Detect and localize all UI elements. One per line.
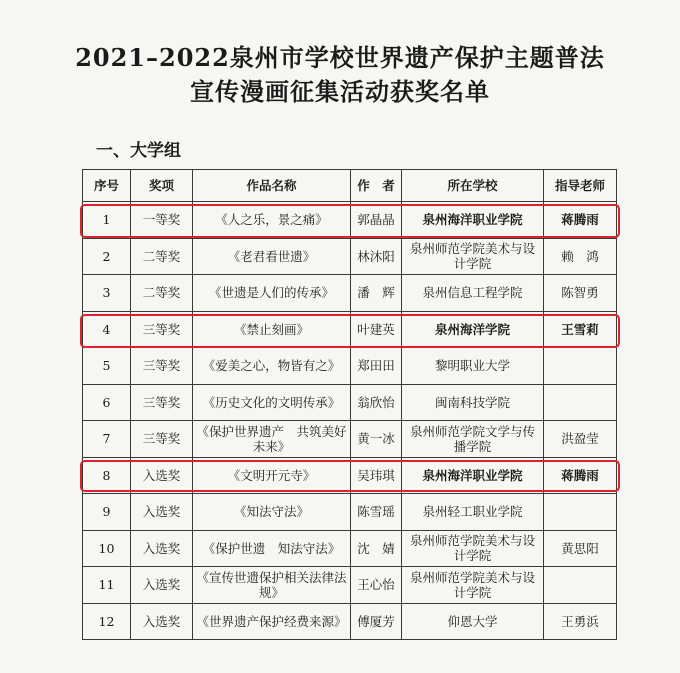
- table-header-row: [83, 170, 617, 202]
- cell-award: 入选奖: [131, 603, 193, 640]
- cell-teacher: 王勇浜: [544, 603, 617, 640]
- table-row: [83, 275, 617, 312]
- cell-author: 林沐阳: [351, 238, 402, 275]
- cell-teacher: [544, 384, 617, 421]
- cell-teacher: 黄思阳: [544, 530, 617, 567]
- table-row: [83, 567, 617, 604]
- cell-author: 陈雪瑶: [351, 494, 402, 531]
- cell-number: 3: [83, 275, 131, 312]
- cell-school: 泉州师范学院美术与设计学院: [402, 567, 544, 604]
- award-table: [82, 169, 617, 640]
- header-author: 作 者: [351, 170, 402, 202]
- cell-number: 5: [83, 348, 131, 385]
- cell-author: 叶建英: [351, 311, 402, 348]
- cell-school: 泉州海洋职业学院: [402, 202, 544, 239]
- cell-author: 沈 婧: [351, 530, 402, 567]
- cell-number: 2: [83, 238, 131, 275]
- cell-school: 泉州轻工职业学院: [402, 494, 544, 531]
- cell-school: 泉州师范学院美术与设计学院: [402, 238, 544, 275]
- cell-school: 泉州海洋职业学院: [402, 457, 544, 494]
- cell-number: 12: [83, 603, 131, 640]
- cell-teacher: [544, 348, 617, 385]
- table-row: [83, 238, 617, 275]
- cell-number: 8: [83, 457, 131, 494]
- cell-award: 入选奖: [131, 567, 193, 604]
- cell-author: 傅厦芳: [351, 603, 402, 640]
- cell-author: 王心怡: [351, 567, 402, 604]
- cell-teacher: [544, 494, 617, 531]
- cell-award: 二等奖: [131, 238, 193, 275]
- header-work-title: 作品名称: [193, 170, 351, 202]
- cell-school: 仰恩大学: [402, 603, 544, 640]
- highlight-box-row-8: [80, 460, 620, 492]
- table-row: [83, 384, 617, 421]
- cell-award: 入选奖: [131, 494, 193, 531]
- cell-award: 三等奖: [131, 348, 193, 385]
- table-row: [83, 494, 617, 531]
- cell-school: 泉州信息工程学院: [402, 275, 544, 312]
- header-award: 奖项: [131, 170, 193, 202]
- cell-award: 三等奖: [131, 384, 193, 421]
- table-row: [83, 530, 617, 567]
- cell-work-title: 《知法守法》: [193, 494, 351, 531]
- cell-work-title: 《老君看世遗》: [193, 238, 351, 275]
- cell-school: 泉州海洋学院: [402, 311, 544, 348]
- highlight-box-row-1: [80, 204, 620, 238]
- cell-school: 泉州师范学院美术与设计学院: [402, 530, 544, 567]
- cell-number: 10: [83, 530, 131, 567]
- cell-award: 入选奖: [131, 530, 193, 567]
- cell-author: 翁欣怡: [351, 384, 402, 421]
- cell-award: 二等奖: [131, 275, 193, 312]
- cell-work-title: 《人之乐，景之痛》: [193, 202, 351, 239]
- highlight-box-row-4: [80, 314, 620, 348]
- cell-teacher: 赖 鸿: [544, 238, 617, 275]
- cell-work-title: 《文明开元寺》: [193, 457, 351, 494]
- header-teacher: 指导老师: [544, 170, 617, 202]
- header-number: 序号: [83, 170, 131, 202]
- cell-award: 一等奖: [131, 202, 193, 239]
- cell-author: 黄一冰: [351, 421, 402, 458]
- table-row: [83, 348, 617, 385]
- cell-author: 吴玮琪: [351, 457, 402, 494]
- cell-work-title: 《爱美之心，物皆有之》: [193, 348, 351, 385]
- table-row: [83, 603, 617, 640]
- cell-number: 1: [83, 202, 131, 239]
- cell-teacher: 陈智勇: [544, 275, 617, 312]
- cell-award: 三等奖: [131, 421, 193, 458]
- cell-award: 三等奖: [131, 311, 193, 348]
- header-school: 所在学校: [402, 170, 544, 202]
- cell-number: 6: [83, 384, 131, 421]
- cell-work-title: 《世遗是人们的传承》: [193, 275, 351, 312]
- cell-school: 闽南科技学院: [402, 384, 544, 421]
- cell-author: 郭晶晶: [351, 202, 402, 239]
- cell-work-title: 《历史文化的文明传承》: [193, 384, 351, 421]
- cell-teacher: 蒋腾雨: [544, 202, 617, 239]
- table-row: [83, 421, 617, 458]
- cell-teacher: 王雪莉: [544, 311, 617, 348]
- cell-number: 7: [83, 421, 131, 458]
- document-title-line-1: 2021–2022泉州市学校世界遗产保护主题普法: [75, 43, 605, 72]
- cell-author: 潘 辉: [351, 275, 402, 312]
- cell-work-title: 《世界遗产保护经费来源》: [193, 603, 351, 640]
- section-heading: 一、大学组: [96, 141, 181, 161]
- cell-work-title: 《禁止刻画》: [193, 311, 351, 348]
- cell-work-title: 《宣传世遗保护相关法律法规》: [193, 567, 351, 604]
- cell-number: 11: [83, 567, 131, 604]
- cell-award: 入选奖: [131, 457, 193, 494]
- cell-teacher: 洪盈莹: [544, 421, 617, 458]
- cell-school: 泉州师范学院文学与传播学院: [402, 421, 544, 458]
- cell-number: 9: [83, 494, 131, 531]
- cell-teacher: 蒋腾雨: [544, 457, 617, 494]
- cell-number: 4: [83, 311, 131, 348]
- document-title-line-2: 宣传漫画征集活动获奖名单: [190, 77, 490, 106]
- cell-work-title: 《保护世界遗产 共筑美好未来》: [193, 421, 351, 458]
- cell-author: 郑田田: [351, 348, 402, 385]
- cell-work-title: 《保护世遗 知法守法》: [193, 530, 351, 567]
- cell-school: 黎明职业大学: [402, 348, 544, 385]
- cell-teacher: [544, 567, 617, 604]
